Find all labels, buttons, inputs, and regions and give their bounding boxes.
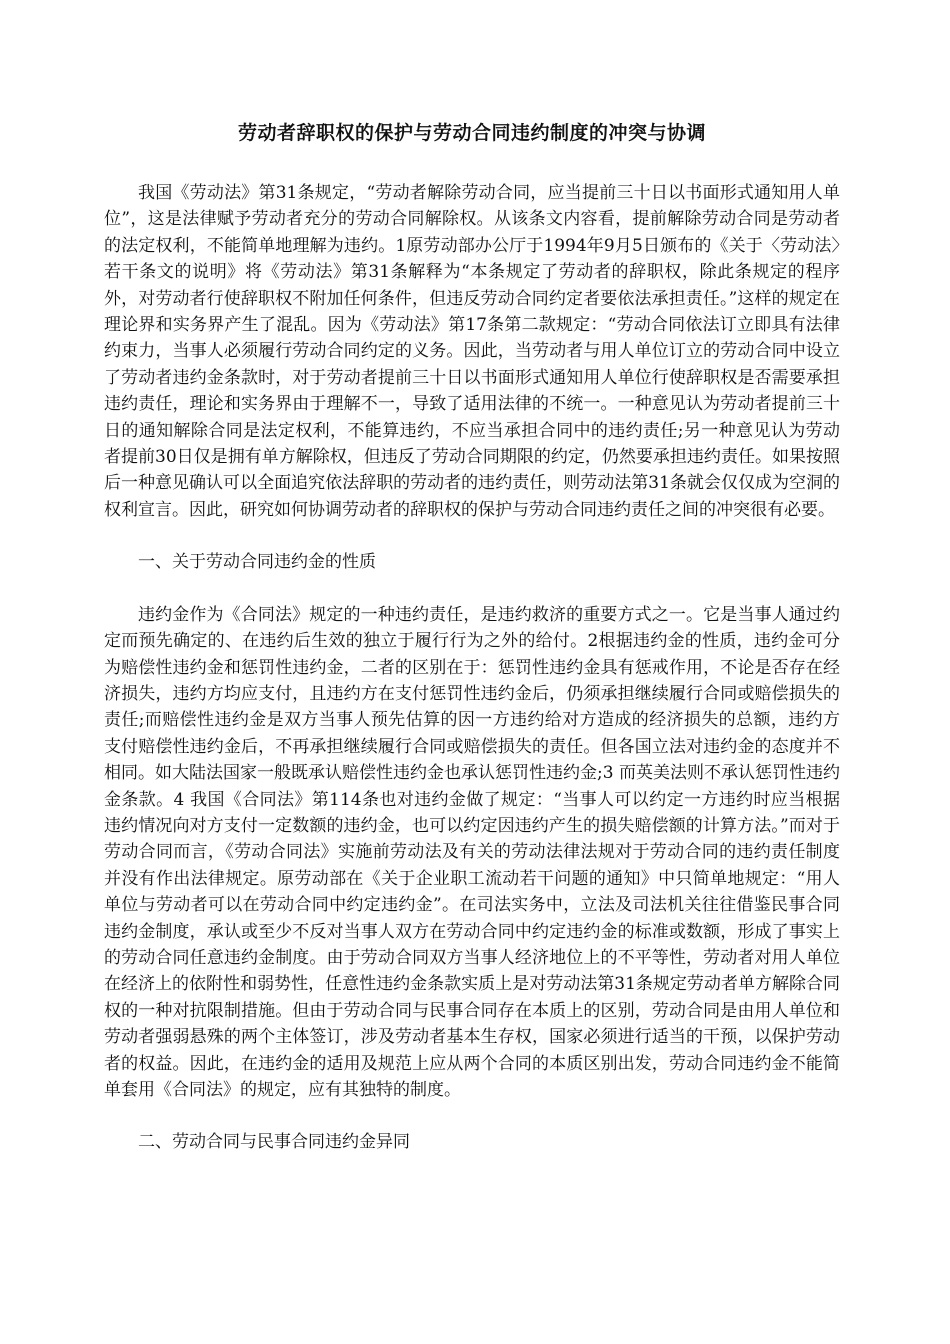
section-heading-1: 一、关于劳动合同违约金的性质 <box>138 552 376 573</box>
paragraph-intro: 我国《劳动法》第31条规定，“劳动者解除劳动合同，应当提前三十日以书面形式通知用人单位”，这是法律赋予劳动者充分的劳动合同解除权。从该条文内容看，提前解除劳动合同是劳动者的法定权利，不能简单地理解为违约。1原劳动部办公厅于1994年9月5日颁布的《关于〈劳动法〉若干条文的说明》将《劳动法》第31条解释为“本条规定了劳动者的辞职权，除此条规定的程序外，对劳动者行使辞职权不附加任何条件，但违反劳动合同约定者要依法承担责任。”这样的规定在理论界和实务界产生了混乱。因为《劳动法》第17条第二款规定：“劳动合同依法订立即具有法律约束力，当事人必须履行劳动合同约定的义务。因此，当劳动者与用人单位订立的劳动合同中设立了劳动者违约金条款时，对于劳动者提前三十日以书面形式通知用人单位行使辞职权是否需要承担违约责任，理论和实务界由于理解不一，导致了适用法律的不统一。一种意见认为劳动者提前三十日的通知解除合同是法定权利，不能算违约，不应当承担合同中的违约责任;另一种意见认为劳动者提前30日仅是拥有单方解除权，但违反了劳动合同期限的约定，仍然要承担违约责任。如果按照后一种意见确认可以全面追究依法辞职的劳动者的违约责任，则劳动法第31条就会仅仅成为空洞的权利宣言。因此，研究如何协调劳动者的辞职权的保护与劳动合同违约责任之间的冲突很有必要。 <box>104 183 840 520</box>
document-title: 劳动者辞职权的保护与劳动合同违约制度的冲突与协调 <box>237 122 706 144</box>
document-page <box>104 120 840 1182</box>
paragraph-penalty-nature: 违约金作为《合同法》规定的一种违约责任，是违约救济的重要方式之一。它是当事人通过约定而预先确定的、在违约后生效的独立于履行行为之外的给付。2根据违约金的性质，违约金可分为赔偿性违约金和惩罚性违约金，二者的区别在于：惩罚性违约金具有惩戒作用，不论是否存在经济损失，违约方均应支付，且违约方在支付惩罚性违约金后，仍须承担继续履行合同或赔偿损失的责任;而赔偿性违约金是双方当事人预先估算的因一方违约给对方造成的经济损失的总额，违约方支付赔偿性违约金后，不再承担继续履行合同或赔偿损失的责任。但各国立法对违约金的态度并不相同。如大陆法国家一般既承认赔偿性违约金也承认惩罚性违约金;3 而英美法则不承认惩罚性违约金条款。4 我国《合同法》第114条也对违约金做了规定：“当事人可以约定一方违约时应当根据违约情况向对方支付一定数额的违约金，也可以约定因违约产生的损失赔偿额的计算方法。”而对于劳动合同而言，《劳动合同法》实施前劳动法及有关的劳动法律法规对于劳动合同的违约责任制度并没有作出法律规定。原劳动部在《关于企业职工流动若干问题的通知》中只简单地规定：“用人单位与劳动者可以在劳动合同中约定违约金”。在司法实务中，立法及司法机关往往借鉴民事合同违约金制度，承认或至少不反对当事人双方在劳动合同中约定违约金的标准或数额，形成了事实上的劳动合同任意违约金制度。由于劳动合同双方当事人经济地位上的不平等性，劳动者对用人单位在经济上的依附性和弱势性，任意性违约金条款实质上是对劳动法第31条规定劳动者单方解除合同权的一种对抗限制措施。但由于劳动合同与民事合同存在本质上的区别，劳动合同是由用人单位和劳动者强弱悬殊的两个主体签订，涉及劳动者基本生存权，国家必须进行适当的干预，以保护劳动者的权益。因此，在违约金的适用及规范上应从两个合同的本质区别出发，劳动合同违约金不能简单套用《合同法》的规定，应有其独特的制度。 <box>104 604 840 1100</box>
section-heading-2: 二、劳动合同与民事合同违约金异同 <box>138 1132 410 1153</box>
